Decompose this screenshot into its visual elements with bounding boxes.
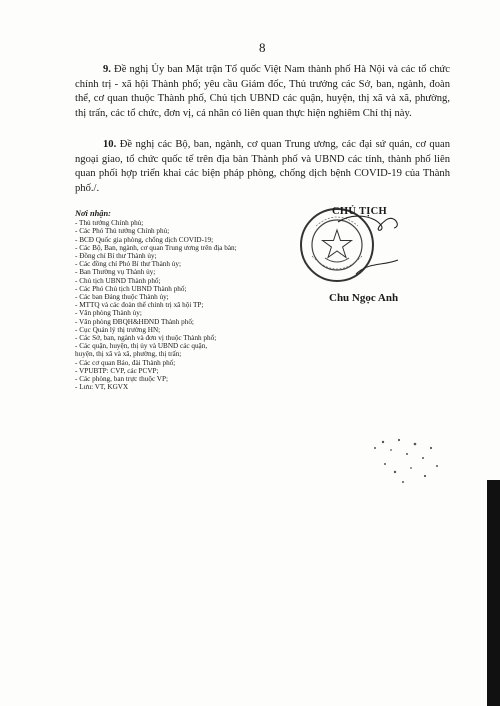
recipient-item: huyện, thị xã và xã, phường, thị trấn; [75, 350, 182, 359]
recipient-item: - Văn phòng ĐBQH&HĐND Thành phố; [75, 317, 194, 326]
recipient-item: - Các cơ quan Báo, đài Thành phố; [75, 358, 176, 367]
scan-noise-mark [365, 428, 455, 498]
recipient-item: - Các quận, huyện, thị ủy và UBND các quận, [75, 342, 208, 351]
recipient-item: - Ban Thường vụ Thành ủy; [75, 268, 156, 277]
paragraph-9-text: Đề nghị Ủy ban Mặt trận Tổ quốc Việt Nam thành phố Hà Nội và các tổ chức chính trị - xã hội Thành phố; yêu cầu Giám đốc, Thủ trưởng các Sở, ban, ngành, đoàn thể, cơ quan thuộc Thành phố, Chủ tịch UBND các quận, huyện, thị xã và xã, phường, thị trấn, các tổ chức, đơn vị, cá nhân có liên quan thực hiện nghiêm Chỉ thị này. [75, 64, 450, 119]
signature-scribble [298, 204, 438, 294]
recipient-item: - Cục Quản lý thị trường HN; [75, 325, 161, 334]
recipient-item: - Các ban Đảng thuộc Thành ủy; [75, 293, 169, 302]
signature-block [298, 204, 438, 314]
recipient-item: - Đồng chí Bí thư Thành ủy; [75, 252, 157, 261]
recipient-item: - BCĐ Quốc gia phòng, chống dịch COVID-19; [75, 235, 214, 244]
recipients-title: Nơi nhận: [75, 209, 111, 218]
paragraph-10-text: Đề nghị các Bộ, ban, ngành, cơ quan Trung ương, các đại sứ quán, cơ quan ngoại giao, tổ chức quốc tế trên địa bàn Thành phố và UBND các tỉnh, thành phố liên quan phối hợp triển khai các biện pháp phòng, chống dịch bệnh COVID-19 của Thành phố./. [75, 139, 450, 194]
recipients-block [75, 210, 285, 391]
recipient-item: - Các Phó Thủ tướng Chính phủ; [75, 227, 170, 236]
recipient-item: - Các Phó Chủ tịch UBND Thành phố; [75, 284, 187, 293]
recipient-item: - Lưu: VT, KGVX [75, 383, 129, 392]
page-number: 8 [259, 40, 266, 55]
recipient-item: - Văn phòng Thành ủy; [75, 309, 142, 318]
recipient-item: - VPUBTP: CVP, các PCVP; [75, 366, 159, 375]
paragraph-9-number: 9. [103, 64, 111, 75]
recipient-item: - Các phòng, ban trực thuộc VP; [75, 375, 168, 384]
recipient-item: - Chủ tịch UBND Thành phố; [75, 276, 161, 285]
signature-title: CHỦ TỊCH [332, 206, 388, 217]
paragraph-10-number: 10. [103, 139, 117, 150]
signer-name: Chu Ngọc Anh [329, 292, 399, 304]
recipient-item: - Thủ tướng Chính phủ; [75, 219, 144, 228]
scan-edge-bar [487, 480, 500, 706]
recipient-item: - Các Bộ, Ban, ngành, cơ quan Trung ương trên địa bàn; [75, 243, 237, 252]
recipient-item: - Các đồng chí Phó Bí thư Thành ủy; [75, 260, 181, 269]
paragraph-10 [75, 138, 450, 196]
recipients-list [75, 219, 285, 391]
paragraph-9 [75, 63, 450, 121]
recipient-item: - MTTQ và các đoàn thể chính trị xã hội TP; [75, 301, 204, 310]
recipient-item: - Các Sở, ban, ngành và đơn vị thuộc Thành phố; [75, 334, 217, 343]
